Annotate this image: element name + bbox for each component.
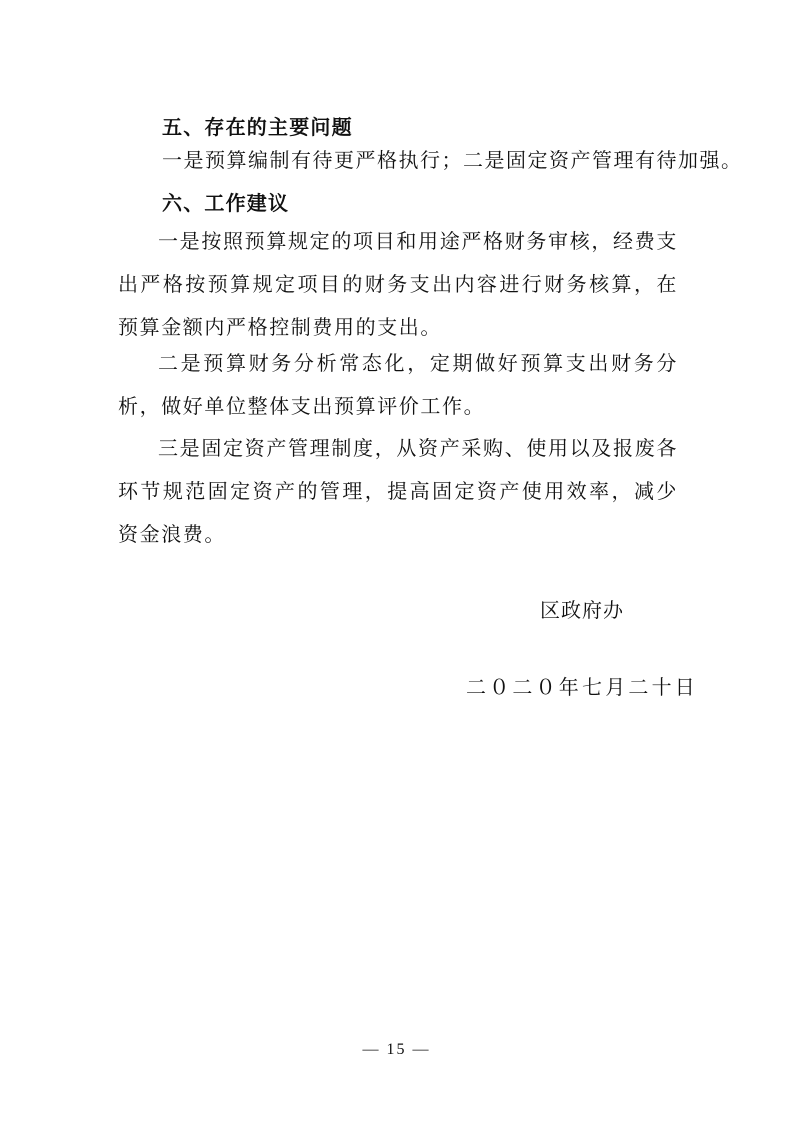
- suggestion-paragraph-1: 一是按照预算规定的项目和用途严格财务审核，经费支出严格按预算规定项目的财务支出内容进行财务核算，在预算金额内严格控制费用的支出。: [118, 229, 678, 339]
- section-5-text: 一是预算编制有待更严格执行；二是固定资产管理有待加强。: [162, 148, 743, 172]
- section-5-heading: 五、存在的主要问题: [162, 115, 353, 139]
- suggestion-paragraph-2: 二是预算财务分析常态化，定期做好预算支出财务分析，做好单位整体支出预算评价工作。: [118, 351, 678, 418]
- page-number: — 15 —: [362, 1041, 431, 1058]
- signature-org: 区政府办: [540, 598, 624, 622]
- signature-date: 二０二０年七月二十日: [466, 675, 698, 699]
- suggestion-paragraph-3: 三是固定资产管理制度，从资产采购、使用以及报废各环节规范固定资产的管理，提高固定资产使用效率，减少资金浪费。: [118, 436, 678, 546]
- section-6-heading: 六、工作建议: [162, 191, 290, 215]
